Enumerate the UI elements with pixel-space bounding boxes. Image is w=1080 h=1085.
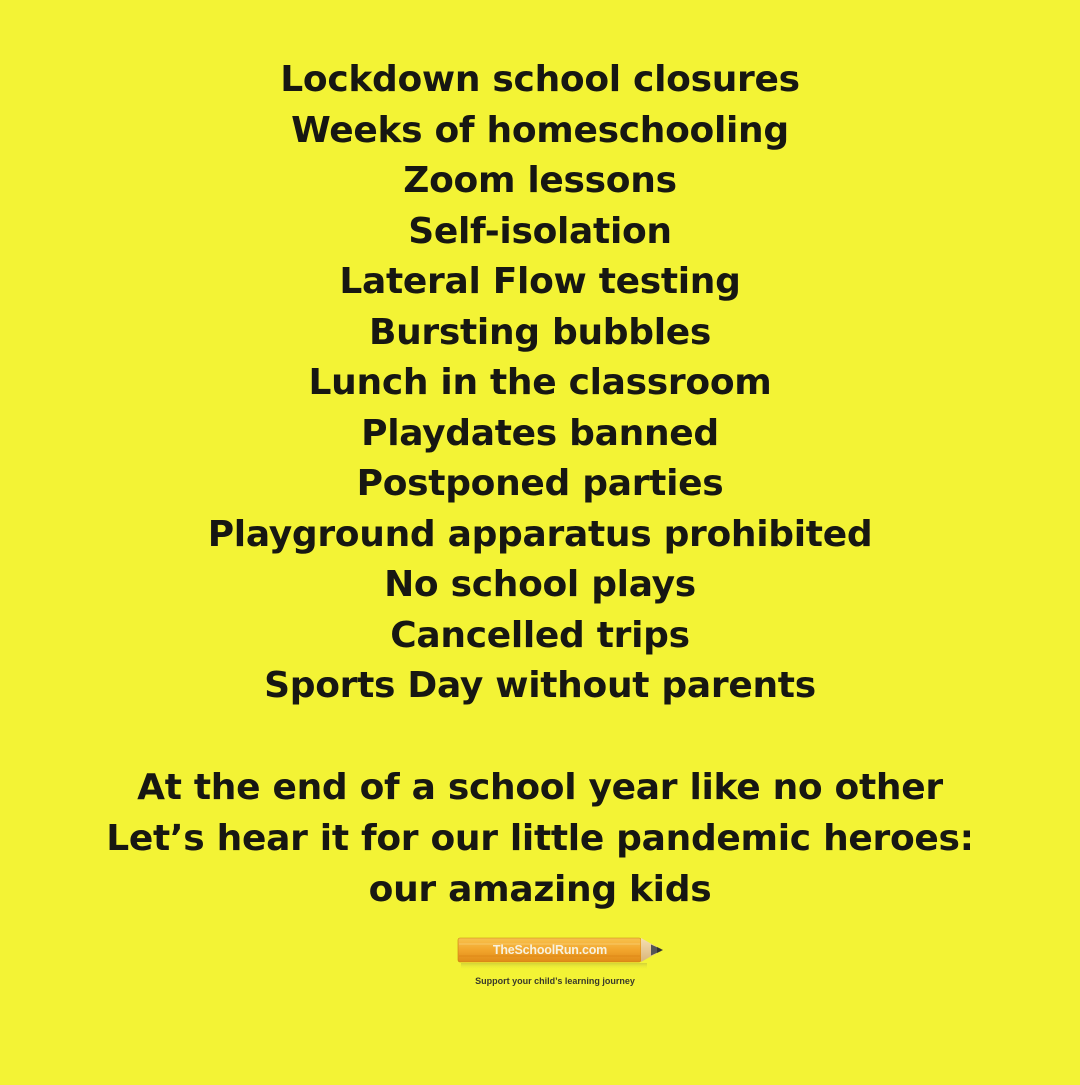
list-item: Lateral Flow testing [339, 261, 741, 302]
closing-line: At the end of a school year like no other [137, 767, 943, 808]
closing-line: our amazing kids [368, 869, 712, 910]
list-item: Sports Day without parents [264, 665, 816, 706]
hardships-list [0, 55, 1080, 712]
logo-tagline: Support your child’s learning journey [475, 976, 635, 986]
list-item: Zoom lessons [403, 160, 677, 201]
list-item: Lunch in the classroom [308, 362, 772, 403]
theschoolrun-logo [455, 932, 665, 992]
list-item: Weeks of homeschooling [291, 109, 789, 151]
list-item: No school plays [384, 564, 696, 605]
list-item: Self-isolation [408, 210, 672, 252]
list-item: Playground apparatus prohibited [207, 513, 873, 555]
logo-wordmark: TheSchoolRun.com [492, 943, 608, 957]
list-item: Cancelled trips [390, 614, 690, 656]
list-item: Lockdown school closures [280, 59, 800, 100]
list-item: Bursting bubbles [368, 311, 712, 353]
list-item: Postponed parties [356, 463, 724, 504]
closing-line: Let’s hear it for our little pandemic heroes: [106, 818, 974, 859]
list-item: Playdates banned [361, 412, 719, 454]
closing-message [0, 762, 1080, 915]
